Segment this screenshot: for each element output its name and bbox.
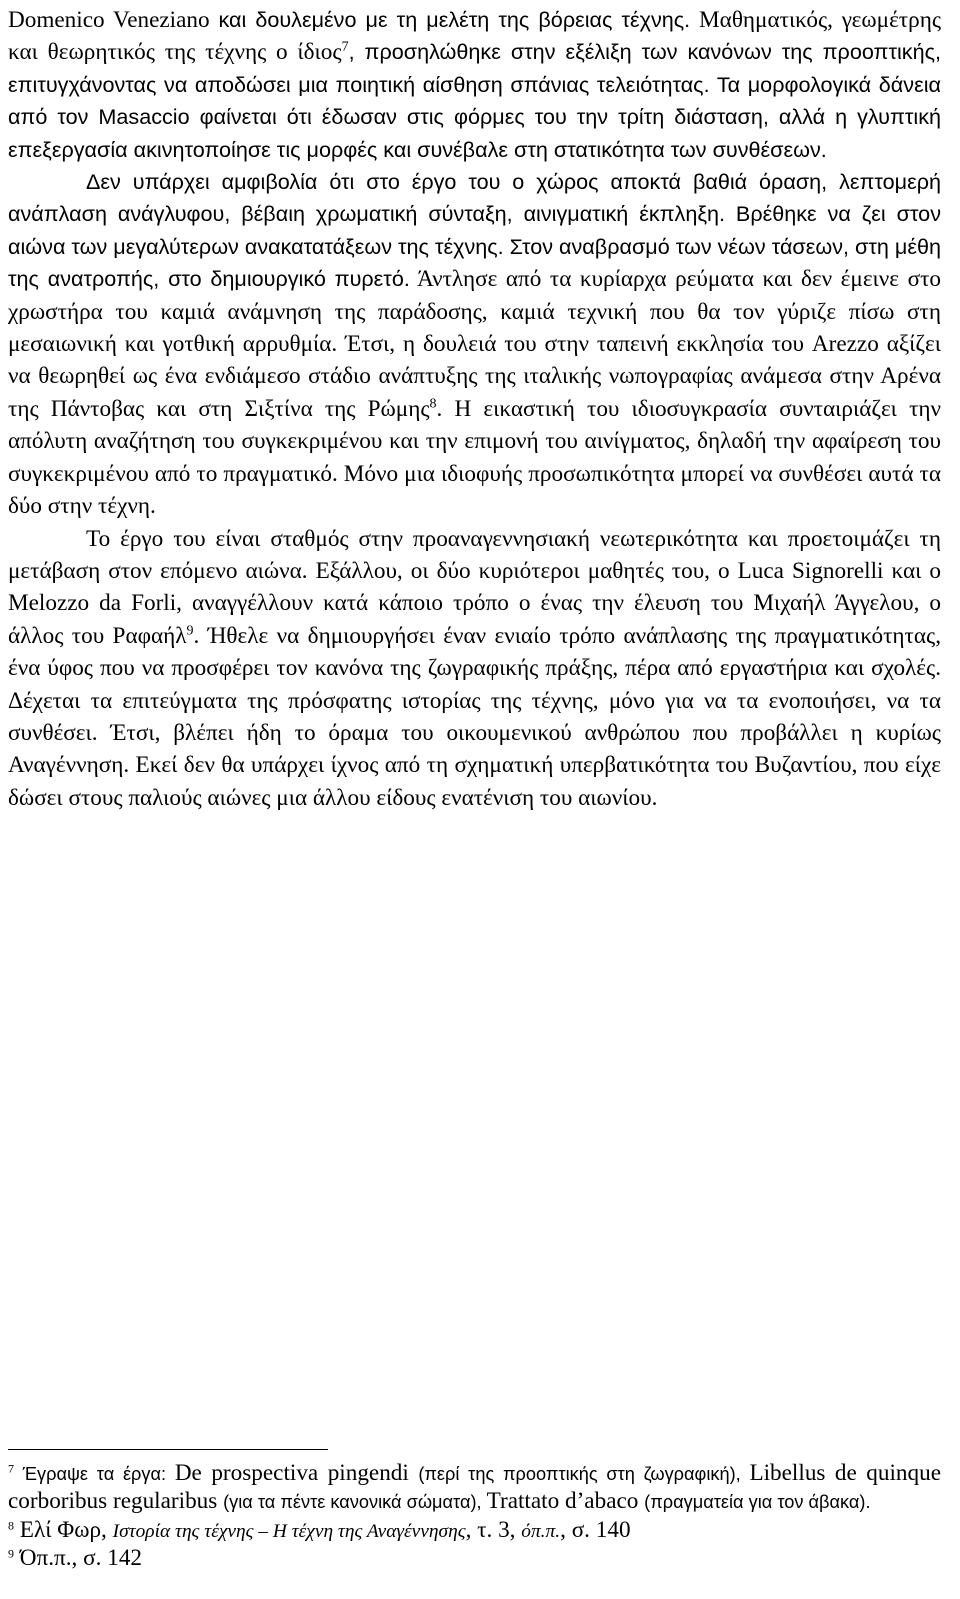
text-span: Τα μορφολογικά δάνεια από τον Masaccio φαίνεται ότι έδωσαν στις φόρμες του την τρίτη διάσταση, αλλά η γλυπτική επεξεργασία ακινητοποίησε τις μορφές και συνέβαλε στη στατικότητα των συνθέσεων.: [8, 71, 941, 162]
text-span: Άντλησε από τα κυρίαρχα ρεύματα και δεν έμεινε στο χρωστήρα του καμιά ανάμνηση της παράδοσης, καμιά τεχνική που θα τον γύριζε πίσω στη μεσαιωνική και γοτθική αρρυθμία. Έτσι, η δουλειά του στην ταπεινή εκκλησία του Arezzo αξίζει να θεωρηθεί ως ένα ενδιάμεσο στάδιο ανάπτυξης της ιταλικής νωπογραφίας ανάμεσα στην Αρένα της Πάντοβας και στη Σιξτίνα της Ρώμης: [8, 266, 941, 422]
text-span: (περί της προοπτικής στη ζωγραφική),: [418, 1464, 750, 1484]
footnote-reference: 7: [8, 1461, 14, 1476]
footnotes: [8, 1460, 941, 1574]
text-span: , τ. 3,: [465, 1516, 522, 1543]
body-paragraph: [8, 166, 941, 522]
text-span: και δουλεμένο με τη μελέτη της βόρειας τέχνης.: [218, 7, 691, 32]
text-span: (πραγματεία για τον άβακα).: [644, 1492, 871, 1513]
text-span: Το έργο του είναι σταθμός στην προαναγεννησιακή νεωτερικότητα και προετοιμάζει τη μετάβαση στον επόμενο αιώνα. Εξάλλου, οι δύο κυριότεροι μαθητές του, ο Luca Signorelli και ο Melozzo da Forli, αναγγέλλουν κατά κάποιο τρόπο ο ένας την έλευση του Μιχαήλ Άγγελου, ο άλλος του Ραφαήλ: [8, 525, 941, 649]
text-span: . Η εικαστική του ιδιοσυγκρασία συνταιριάζει την απόλυτη αναζήτηση του συγκεκριμένου και την επιμονή του αινίγματος, δηλαδή την αφαίρεση του συγκεκριμένου από το πραγματικό. Μόνο μια ιδιοφυής προσωπικότητα μπορεί να συνθέσει αυτά τα δύο στην τέχνη.: [8, 395, 941, 520]
footnote: [8, 1517, 941, 1545]
footnote: [8, 1545, 941, 1573]
text-span: Έγραψε τα έργα:: [14, 1464, 175, 1484]
text-span: . Ήθελε να δημιουργήσει έναν ενιαίο τρόπο ανάπλασης της πραγματικότητας, ένα ύφος που να προσφέρει τον κανόνα της ζωγραφικής πράξης, πέρα από εργαστήρια και σχολές. Δέχεται τα επιτεύγματα της πρόσφατης ιστορίας της τέχνης, μόνο για να τα ενοποιήσει, να τα συνθέσει. Έτσι, βλέπει ήδη το όραμα του οικουμενικού ανθρώπου που προβάλλει η κυρίως Αναγέννηση. Εκεί δεν θα υπάρχει ίχνος από τη σχηματική υπερβατικότητα του Βυζαντίου, που είχε δώσει στους παλιούς αιώνες μια άλλου είδους ενατένιση του αιωνίου.: [8, 622, 941, 811]
text-span: Δεν υπάρχει αμφιβολία ότι στο έργο του ο χώρος αποκτά βαθιά όραση, λεπτομερή ανάπλαση ανάγλυφου, βέβαιη χρωματική σύνταξη, αινιγματική έκπληξη. Βρέθηκε να ζει στον αιώνα των μεγαλύτερων ανακατατάξεων της τέχνης. Στον αναβρασμό των νέων τάσεων, στη μέθη της ανατροπής, στο δημιουργικό πυρετό.: [8, 169, 941, 292]
body-paragraph: [8, 4, 941, 166]
footnote-reference: 9: [8, 1546, 14, 1561]
text-span: Trattato d’abaco: [486, 1488, 645, 1515]
text-span: (για τα πέντε κανονικά σώματα),: [223, 1492, 487, 1513]
italic-text: όπ.π.: [521, 1520, 561, 1542]
footnote-reference: 9: [186, 622, 194, 638]
footnote-reference: 7: [341, 39, 349, 55]
text-span: Libellus de quinque corboribus regularibus: [8, 1460, 941, 1515]
footnote-reference: 8: [429, 396, 437, 412]
text-span: De prospectiva pingendi: [174, 1460, 419, 1486]
footnote-reference: 8: [8, 1518, 14, 1533]
text-span: , προσηλώθηκε στην εξέλιξη των κανόνων της προοπτικής, επιτυγχάνοντας να αποδώσει μια ποιητική αίσθηση σπάνιας τελειότητας.: [8, 39, 941, 97]
text-span: Domenico Veneziano: [8, 7, 219, 33]
italic-text: Ιστορία της τέχνης – Η τέχνη της Αναγέννησης: [112, 1520, 466, 1542]
text-span: Ελί Φωρ,: [14, 1516, 113, 1543]
text-span: , σ. 140: [560, 1516, 631, 1543]
body-paragraph: [8, 523, 941, 815]
text-span: Μαθηματικός, γεωμέτρης και θεωρητικός της τέχνης ο ίδιος: [8, 7, 942, 66]
footnote: [8, 1460, 941, 1517]
body-text: [8, 4, 941, 814]
footnote-separator: [8, 1449, 328, 1450]
text-span: Όπ.π., σ. 142: [14, 1545, 143, 1572]
